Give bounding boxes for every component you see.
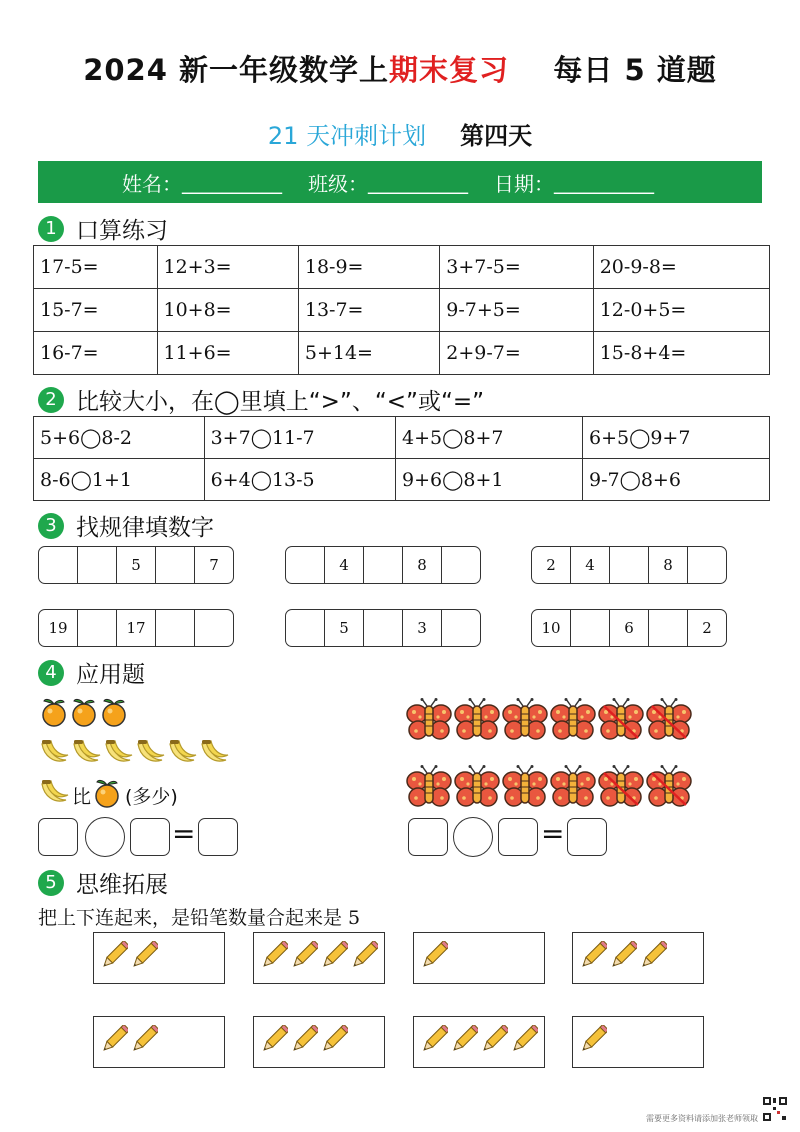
pencil-icon (480, 1025, 508, 1059)
compare-problem[interactable]: 3+7◯11-7 (204, 417, 395, 459)
sequence-cell: 4 (571, 547, 610, 583)
oral-problem[interactable]: 3+7-5= (440, 246, 593, 289)
banana-icon (198, 738, 230, 772)
oral-problem[interactable]: 18-9= (298, 246, 439, 289)
sequence-cell[interactable] (286, 610, 325, 646)
sequence-cell[interactable] (442, 547, 480, 583)
sequence-cell: 2 (702, 619, 712, 637)
sequence-cell[interactable] (364, 610, 403, 646)
day-label: 第四天 (460, 121, 533, 150)
sequence-cell[interactable] (649, 610, 688, 646)
oral-problem[interactable]: 17-5= (34, 246, 158, 289)
sequence-cell: 5 (325, 610, 364, 646)
orange-icon (93, 778, 121, 813)
sequence-cell[interactable] (78, 547, 117, 583)
sequence-cell[interactable] (39, 547, 78, 583)
banana-icon (38, 738, 70, 772)
answer-box[interactable] (198, 818, 238, 856)
name-label: 姓名： (122, 171, 182, 196)
compare-problem[interactable]: 8-6◯1+1 (34, 459, 205, 501)
pencil-icon (579, 1025, 607, 1059)
butterfly-icon (646, 765, 692, 813)
oral-problem[interactable]: 12-0+5= (593, 289, 769, 332)
butterfly-icon (406, 765, 452, 813)
answer-box[interactable] (567, 818, 607, 856)
table-row (34, 246, 770, 289)
sequence-cell[interactable] (286, 547, 325, 583)
orange-icon (40, 697, 68, 731)
oral-problem[interactable]: 5+14= (298, 332, 439, 375)
sequence-cell[interactable] (688, 547, 726, 583)
banana-icon (38, 778, 70, 813)
sequence-cell[interactable] (364, 547, 403, 583)
compare-problem[interactable]: 9-7◯8+6 (582, 459, 769, 501)
orange-icon (70, 697, 98, 731)
sequence-cell[interactable] (78, 610, 117, 646)
number-sequence (38, 609, 234, 647)
pencil-box[interactable] (93, 932, 225, 984)
pencil-box[interactable] (253, 932, 385, 984)
pencil-icon (100, 941, 128, 975)
pencil-icon (420, 941, 448, 975)
number-sequence (531, 609, 727, 647)
butterfly-icon (502, 698, 548, 746)
qr-code-icon (762, 1096, 788, 1122)
compare-problem[interactable]: 4+5◯8+7 (396, 417, 583, 459)
section-5-header: 5 思维拓展 (38, 866, 168, 899)
butterfly-icon (646, 698, 692, 746)
sequence-cell[interactable] (195, 610, 233, 646)
pencil-icon (450, 1025, 478, 1059)
operator-circle[interactable] (85, 817, 125, 857)
oral-problem[interactable]: 2+9-7= (440, 332, 593, 375)
banana-row (38, 738, 230, 772)
butterfly-icon (550, 765, 596, 813)
sequence-cell: 6 (610, 610, 649, 646)
sequence-cell[interactable] (156, 547, 195, 583)
sequence-cell[interactable] (610, 547, 649, 583)
sequence-cell[interactable] (442, 610, 480, 646)
pencil-icon (609, 941, 637, 975)
number-sequence (38, 546, 234, 584)
answer-box[interactable] (408, 818, 448, 856)
pencil-icon (260, 941, 288, 975)
oral-problem[interactable]: 12+3= (157, 246, 298, 289)
butterfly-icon (454, 765, 500, 813)
banana-icon (102, 738, 134, 772)
table-row (34, 459, 770, 501)
butterfly-icon (598, 765, 644, 813)
date-blank[interactable]: __________ (554, 170, 654, 194)
sequence-cell: 4 (325, 547, 364, 583)
compare-problem[interactable]: 9+6◯8+1 (396, 459, 583, 501)
class-blank[interactable]: __________ (368, 170, 468, 194)
sequence-cell: 2 (532, 547, 571, 583)
butterfly-icon (598, 698, 644, 746)
pencil-icon (130, 1025, 158, 1059)
table-row (34, 332, 770, 375)
plan-label: 21 天冲刺计划 (267, 122, 427, 150)
sequence-cell: 8 (403, 547, 442, 583)
sequence-cell: 7 (209, 556, 219, 574)
pencil-icon (130, 941, 158, 975)
banana-icon (166, 738, 198, 772)
oral-problem[interactable]: 13-7= (298, 289, 439, 332)
butterfly-icon (550, 698, 596, 746)
pencil-icon (290, 941, 318, 975)
pencil-icon (320, 941, 348, 975)
oral-problem[interactable]: 20-9-8= (593, 246, 769, 289)
oral-problem[interactable]: 9-7+5= (440, 289, 593, 332)
pencil-icon (320, 1025, 348, 1059)
table-row (34, 289, 770, 332)
oral-problem[interactable]: 15-7= (34, 289, 158, 332)
pencil-box[interactable] (413, 1016, 545, 1068)
pencil-icon (290, 1025, 318, 1059)
oral-problem[interactable]: 11+6= (157, 332, 298, 375)
banana-icon (134, 738, 166, 772)
class-label: 班级： (308, 171, 368, 196)
subtitle (0, 116, 800, 151)
student-info-bar (38, 161, 762, 203)
date-label: 日期： (494, 171, 554, 196)
compare-problem[interactable]: 6+5◯9+7 (582, 417, 769, 459)
section-1-header: 1 口算练习 (38, 212, 168, 245)
number-sequence (531, 546, 727, 584)
footer-note: 需要更多资料请添加张老师领取 (646, 1114, 758, 1123)
orange-row (40, 697, 130, 731)
oral-calc-table (33, 245, 770, 375)
page-title: 2024 新一年级数学上期末复习 每日 5 道题 (83, 53, 717, 87)
oral-problem[interactable]: 16-7= (34, 332, 158, 375)
pencil-box[interactable] (572, 932, 704, 984)
pencil-box[interactable] (253, 1016, 385, 1068)
name-blank[interactable]: __________ (182, 170, 282, 194)
pencil-icon (579, 941, 607, 975)
pencil-icon (350, 941, 378, 975)
section-4-header: 4 应用题 (38, 656, 145, 689)
operator-circle[interactable] (453, 817, 493, 857)
sequence-cell: 8 (649, 547, 688, 583)
number-sequence (285, 546, 481, 584)
compare-problem[interactable]: 6+4◯13-5 (204, 459, 395, 501)
word-question: 比 (多少) (38, 778, 178, 813)
sequence-cell[interactable] (571, 610, 610, 646)
equals-sign: = (172, 817, 196, 850)
sequence-cell: 3 (403, 610, 442, 646)
pencil-icon (260, 1025, 288, 1059)
answer-box[interactable] (130, 818, 170, 856)
sequence-cell: 19 (39, 610, 78, 646)
orange-icon (100, 697, 128, 731)
pencil-icon (100, 1025, 128, 1059)
oral-problem[interactable]: 10+8= (157, 289, 298, 332)
butterfly-icon (454, 698, 500, 746)
banana-icon (70, 738, 102, 772)
equals-sign: = (541, 817, 565, 850)
pencil-icon (639, 941, 667, 975)
thinking-prompt: 把上下连起来，是铅笔数量合起来是 5 (38, 907, 361, 929)
sequence-cell: 5 (117, 547, 156, 583)
butterfly-icon (406, 698, 452, 746)
answer-box[interactable] (498, 818, 538, 856)
sequence-cell[interactable] (156, 610, 195, 646)
sequence-cell: 10 (532, 610, 571, 646)
butterfly-icon (502, 765, 548, 813)
section-2-header: 2 比较大小，在◯里填上“>”、“<”或“=” (38, 383, 484, 416)
oral-problem[interactable]: 15-8+4= (593, 332, 769, 375)
pencil-box[interactable] (572, 1016, 704, 1068)
butterfly-row (406, 765, 694, 813)
answer-box[interactable] (38, 818, 78, 856)
butterfly-row (406, 698, 694, 746)
pencil-icon (420, 1025, 448, 1059)
compare-table (33, 416, 770, 501)
number-sequence (285, 609, 481, 647)
sequence-cell: 17 (117, 610, 156, 646)
compare-problem[interactable]: 5+6◯8-2 (34, 417, 205, 459)
section-3-header: 3 找规律填数字 (38, 509, 214, 542)
table-row (34, 417, 770, 459)
pencil-box[interactable] (413, 932, 545, 984)
pencil-icon (510, 1025, 538, 1059)
pencil-box[interactable] (93, 1016, 225, 1068)
